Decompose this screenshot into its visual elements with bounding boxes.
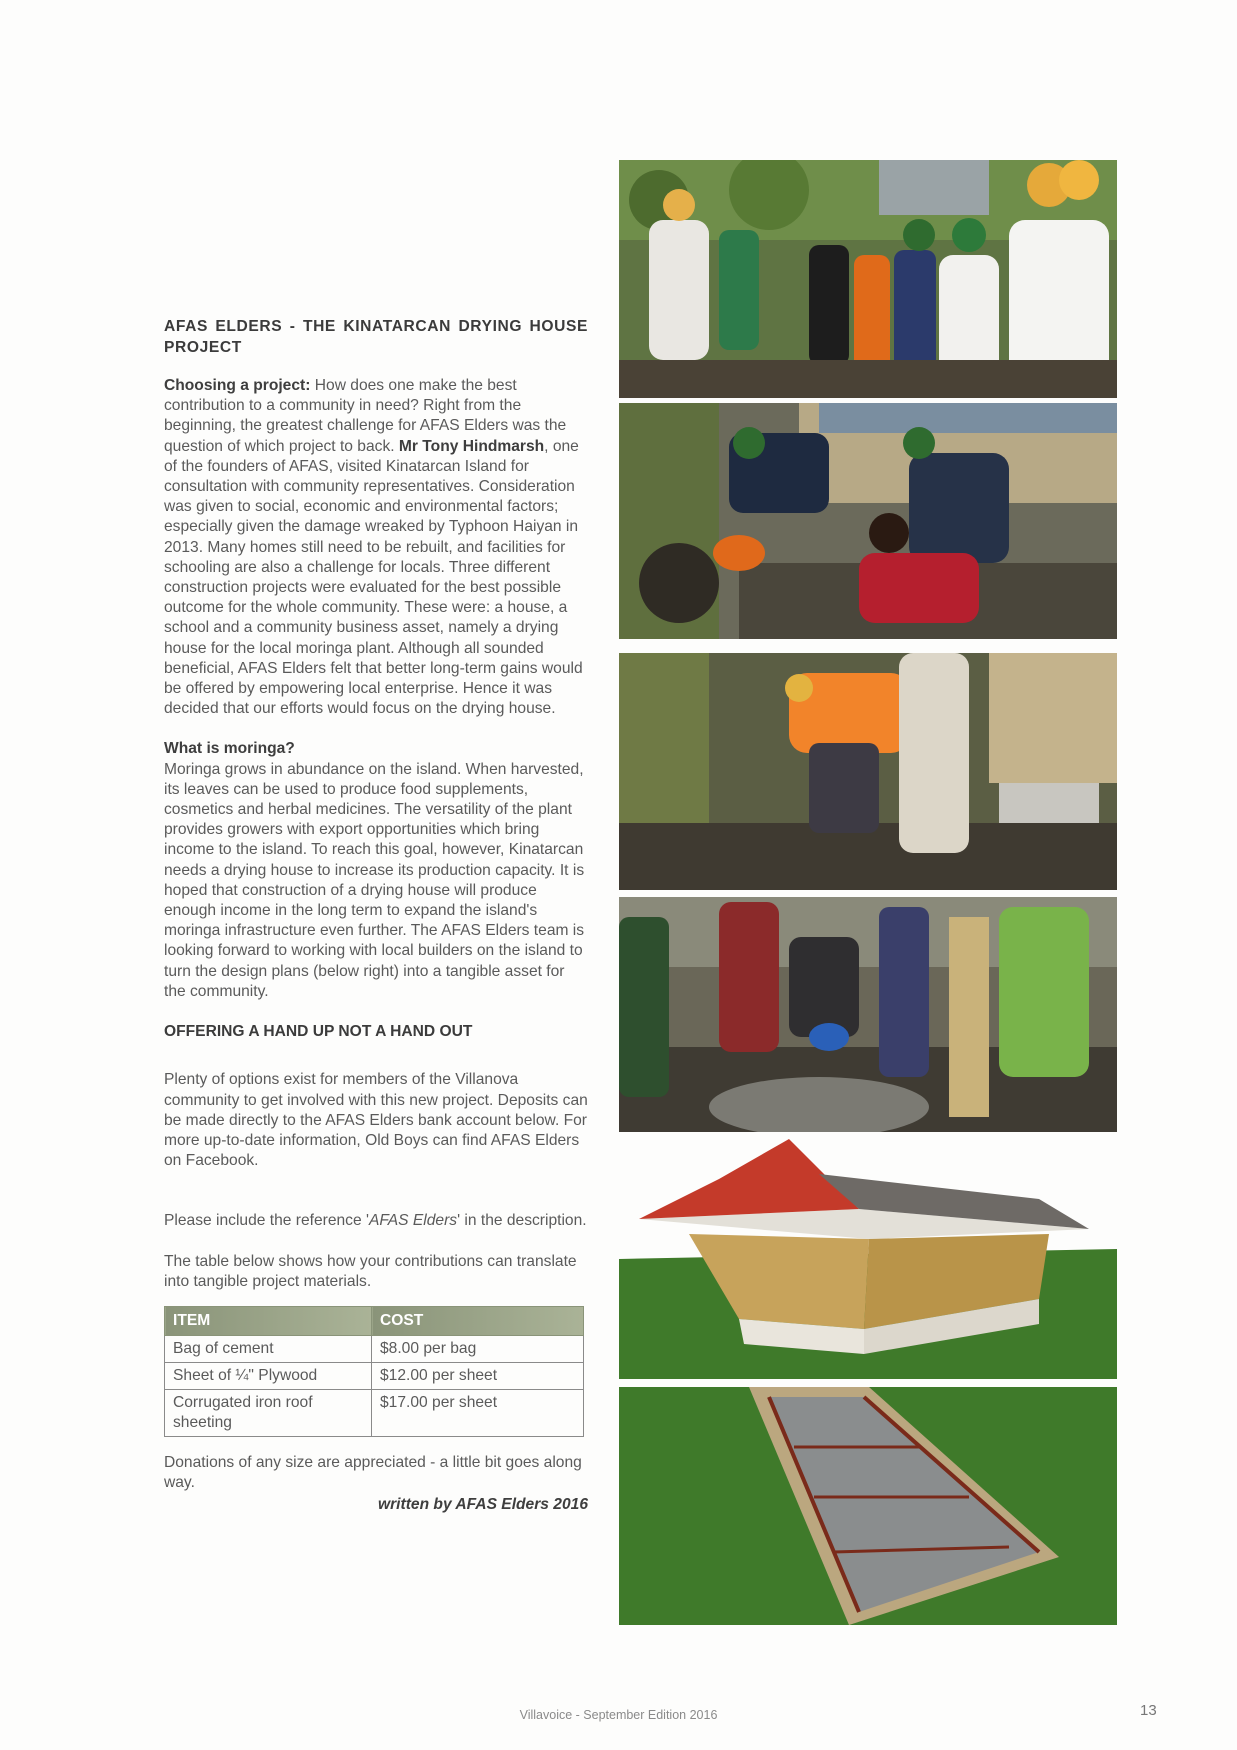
- photo-digging-pit: [619, 403, 1117, 639]
- article-title: AFAS ELDERS - THE KINATARCAN DRYING HOUSE PROJECT: [164, 318, 588, 356]
- founder-name: Mr Tony Hindmarsh: [398, 437, 545, 455]
- render-drying-house-floor-plan: [619, 1387, 1117, 1625]
- render-drying-house-exterior: [619, 1139, 1117, 1379]
- cost-cell: $12.00 per sheet: [372, 1362, 584, 1389]
- item-cell: Corrugated iron roof sheeting: [165, 1389, 372, 1436]
- photo-volunteers-passing-blocks: [619, 160, 1117, 398]
- hand-up-text: Plenty of options exist for members of the Villanova community to get involved with this new project. Deposits can be made directly to the AFAS Elders bank account below. For more up-to-date information, Old Boys can find AFAS Elders on Facebook.: [164, 1071, 588, 1170]
- reference-post: ' in the description.: [457, 1212, 587, 1230]
- table-row: [165, 1335, 584, 1362]
- page-number: 13: [1140, 1702, 1157, 1719]
- byline: written by AFAS Elders 2016: [377, 1496, 588, 1514]
- item-cell: Bag of cement: [165, 1335, 372, 1362]
- article-column: [164, 316, 588, 1516]
- materials-cost-table: [164, 1306, 584, 1437]
- moringa-paragraph: [164, 739, 588, 1002]
- choosing-project-text-a: How does one make the best contribution to a community in need? Right from the beginning, the greatest challenge for AFAS Elders was the question of which project to back.: [164, 377, 567, 455]
- cost-cell: $8.00 per bag: [372, 1335, 584, 1362]
- reference-note: [164, 1211, 588, 1231]
- cost-cell: $17.00 per sheet: [372, 1389, 584, 1436]
- table-row: [165, 1362, 584, 1389]
- table-intro: The table below shows how your contributions can translate into tangible project materials.: [164, 1252, 577, 1290]
- table-header-row: [165, 1306, 584, 1335]
- table-row: [165, 1389, 584, 1436]
- item-cell: Sheet of ¼" Plywood: [165, 1362, 372, 1389]
- choosing-project-paragraph: [164, 376, 588, 719]
- photo-pouring-water: [619, 897, 1117, 1132]
- closing-text: Donations of any size are appreciated - a little bit goes along way.: [164, 1453, 582, 1492]
- photo-mixing-concrete: [619, 653, 1117, 890]
- choosing-project-text-b: , one of the founders of AFAS, visited Kinatarcan Island for consultation with community representatives. Consideration was given to social, economic and environmental factors; especially given the damage wreaked by Typhoon Haiyan in 2013. Many homes still need to be rebuilt, and facilities for schooling are also a challenge for locals. Three different construction projects were evaluated for the best possible outcome for the whole community. These were: a house, a school and a community business asset, namely a drying house for the local moringa plant. Although all sounded beneficial, AFAS Elders felt that better long-term gains would be offered by empowering local enterprise. Hence it was decided that our efforts would focus on the drying house.: [164, 437, 583, 718]
- reference-pre: Please include the reference ': [164, 1212, 369, 1230]
- footer-publication: Villavoice - September Edition 2016: [519, 1708, 718, 1722]
- reference-name: AFAS Elders: [368, 1212, 458, 1230]
- moringa-text: Moringa grows in abundance on the island. When harvested, its leaves can be used to produce food supplements, cosmetics and herbal medicines. The versatility of the plant provides growers with export opportunities which bring income to the island. To reach this goal, however, Kinatarcan needs a drying house to increase its production capacity. It is hoped that construction of a drying house will produce enough income in the long term to expand the island's moringa infrastructure even further. The AFAS Elders team is looking forward to working with local builders on the island to turn the design plans (below right) into a tangible asset for the community.: [164, 760, 585, 1000]
- moringa-heading: What is moringa?: [164, 740, 295, 758]
- header-cost: COST: [372, 1306, 584, 1335]
- hand-up-heading: OFFERING A HAND UP NOT A HAND OUT: [164, 1023, 473, 1041]
- choosing-project-lead: Choosing a project:: [164, 377, 311, 394]
- header-item: ITEM: [165, 1306, 372, 1335]
